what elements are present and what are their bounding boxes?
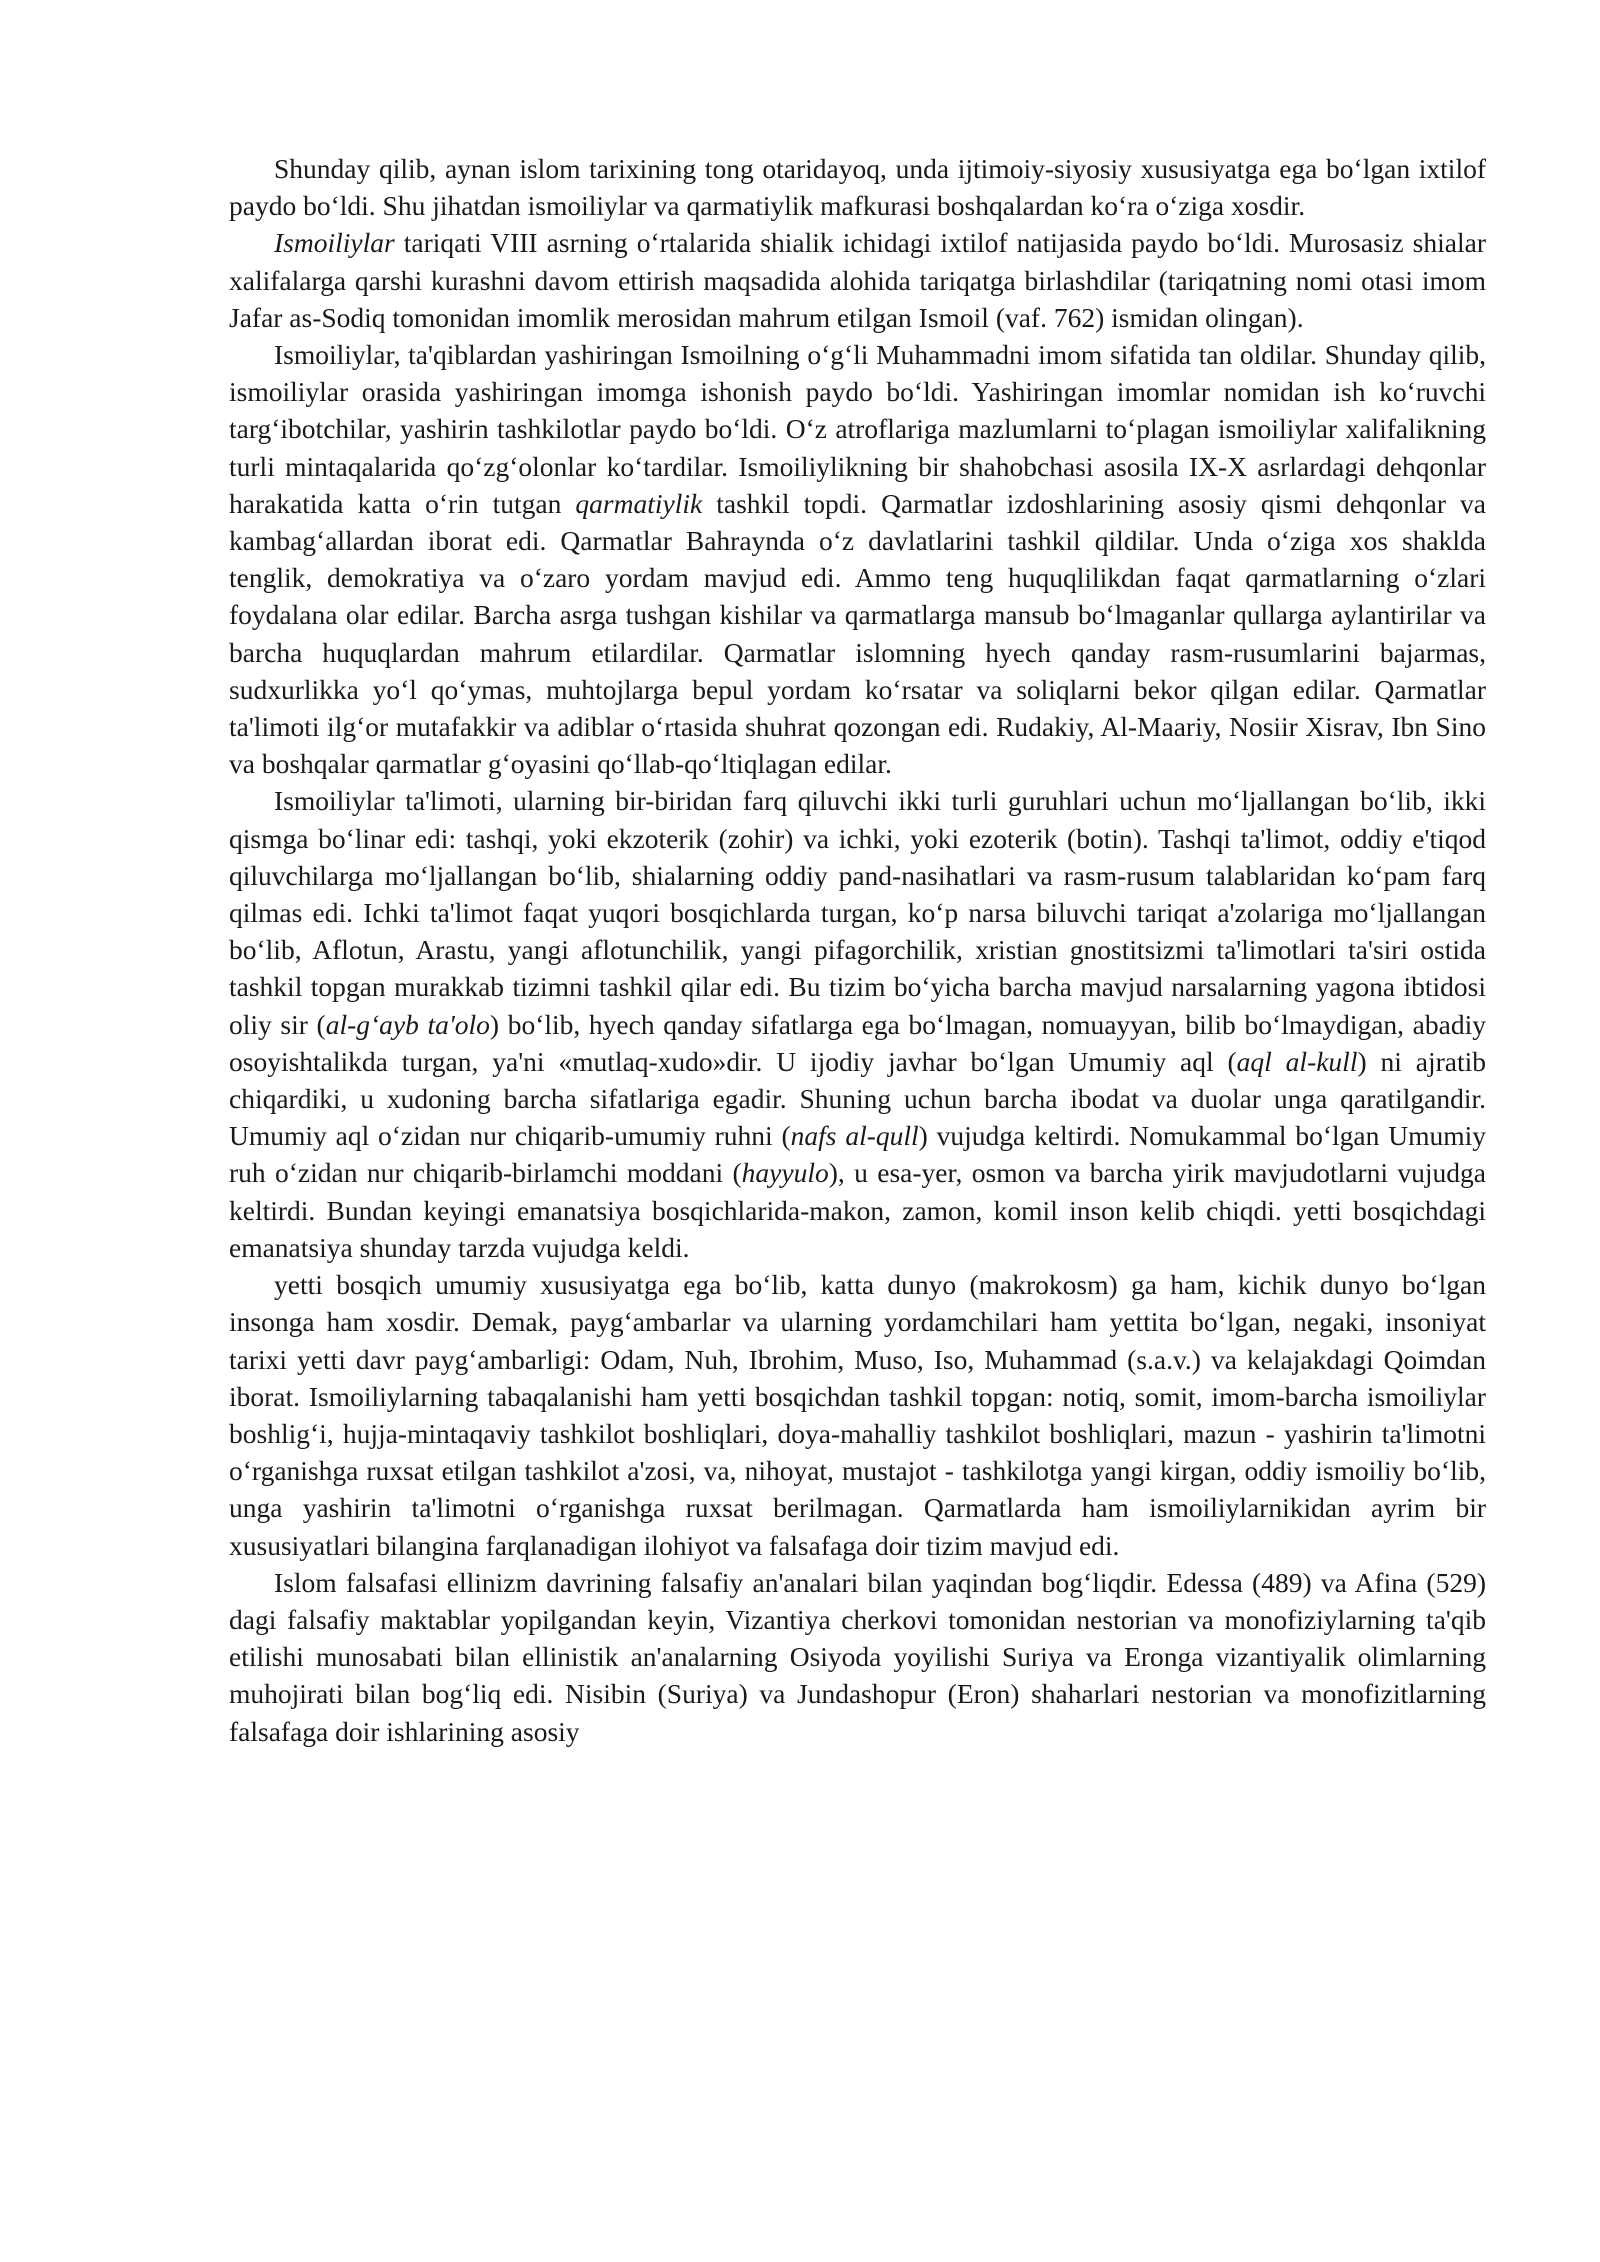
paragraph-text: tariqati VIII asrning o‘rtalarida shialik ichidagi ixtilof natijasida paydo bo‘ldi. Murosasiz shialar xalifalarga qarshi kurashni davom ettirish maqsadida alohida tariqatga birlashdilar (tariqatning nomi otasi imom Jafar as-Sodiq tomonidan imomlik merosidan mahrum etilgan Ismoil (vaf. 762) ismidan olingan). <box>229 227 1486 333</box>
paragraph-text: Ismoiliylar ta'limoti, ularning bir-biridan farq qiluvchi ikki turli guruhlari uchun mo‘ljallangan bo‘lib, ikki qismga bo‘linar edi: tashqi, yoki ekzoterik (zohir) va ichki, yoki ezoterik (botin). Tashqi ta'limot, oddiy e'tiqod qiluvchilarga mo‘ljallangan bo‘lib, shialarning oddiy pand-nasihatlari va rasm-rusum talablaridan ko‘pam farq qilmas edi. Ichki ta'limot faqat yuqori bosqichlarda turgan, ko‘p narsa biluvchi tariqat a'zolariga mo‘ljallangan bo‘lib, Aflotun, Arastu, yangi aflotunchilik, yangi pifagorchilik, xristian gnostitsizmi ta'limotlari ta'siri ostida tashkil topgan murakkab tizimni tashkil qilar edi. Bu tizim bo‘yicha barcha mavjud narsalarning yagona ibtidosi oliy sir ( <box>229 785 1486 1040</box>
italic-term: qarmatiylik <box>575 487 703 519</box>
paragraph <box>229 336 1486 782</box>
paragraph-text: yetti bosqich umumiy xususiyatga ega bo‘lib, katta dunyo (makrokosm) ga ham, kichik dunyo bo‘lgan insonga ham xosdir. Demak, payg‘ambarlar va ularning yordamchilari ham yettita bo‘lgan, negaki, insoniyat tarixi yetti davr payg‘ambarligi: Odam, Nuh, Ibrohim, Muso, Iso, Muhammad (s.a.v.) va kelajakdagi Qoimdan iborat. Ismoiliylarning tabaqalanishi ham yetti bosqichdan tashkil topgan: notiq, somit, imom-barcha ismoiliylar boshlig‘i, hujja-mintaqaviy tashkilot boshliqlari, doya-mahalliy tashkilot boshliqlari, mazun - yashirin ta'limotni o‘rganishga ruxsat etilgan tashkilot a'zosi, va, nihoyat, mustajot - tashkilotga yangi kirgan, oddiy ismoiliy bo‘lib, unga yashirin ta'limotni o‘rganishga ruxsat berilmagan. Qarmatlarda ham ismoiliylarnikidan ayrim bir xususiyatlari bilangina farqlanadigan ilohiyot va falsafaga doir tizim mavjud edi. <box>229 1269 1486 1561</box>
paragraph <box>229 1266 1486 1564</box>
paragraph <box>229 224 1486 336</box>
paragraph <box>229 782 1486 1266</box>
paragraph <box>229 1564 1486 1750</box>
paragraph-text: Islom falsafasi ellinizm davrining falsafiy an'analari bilan yaqindan bog‘liqdir. Edessa (489) va Afina (529) dagi falsafiy maktablar yopilgandan keyin, Vizantiya cherkovi tomonidan nestorian va monofiziylarning ta'qib etilishi munosabati bilan ellinistik an'analarning Osiyoda yoyilishi Suriya va Eronga vizantiyalik olimlarning muhojirati bilan bog‘liq edi. Nisibin (Suriya) va Jundashopur (Eron) shaharlari nestorian va monofizitlarning falsafaga doir ishlarining asosiy <box>229 1566 1486 1747</box>
italic-term: aql al-kull <box>1236 1045 1358 1077</box>
document-page <box>229 150 1486 1750</box>
paragraph-text: ), u esa-yer, osmon va barcha yirik mavjudotlarni vujudga keltirdi. Bundan keyingi emanatsiya bosqichlarida-makon, zamon, komil inson kelib chiqdi. yetti bosqichdagi emanatsiya shunday tarzda vujudga keldi. <box>229 1157 1486 1263</box>
paragraph-text: Shunday qilib, aynan islom tarixining tong otaridayoq, unda ijtimoiy-siyosiy xususiyatga ega bo‘lgan ixtilof paydo bo‘ldi. Shu jihatdan ismoiliylar va qarmatiylik mafkurasi boshqalardan ko‘ra o‘ziga xosdir. <box>229 153 1486 222</box>
paragraph <box>229 150 1486 224</box>
paragraph-text: tashkil topdi. Qarmatlar izdoshlarining asosiy qismi dehqonlar va kambag‘allardan iborat edi. Qarmatlar Bahraynda o‘z davlatlarini tashkil qildilar. Unda o‘ziga xos shaklda tenglik, demokratiya va o‘zaro yordam mavjud edi. Ammo teng huquqlilikdan faqat qarmatlarning o‘zlari foydalana olar edilar. Barcha asrga tushgan kishilar va qarmatlarga mansub bo‘lmaganlar qullarga aylantirilar va barcha huquqlardan mahrum etilardilar. Qarmatlar islomning hyech qanday rasm-rusumlarini bajarmas, sudxurlikka yo‘l qo‘ymas, muhtojlarga bepul yordam ko‘rsatar va soliqlarni bekor qilgan edilar. Qarmatlar ta'limoti ilg‘or mutafakkir va adiblar o‘rtasida shuhrat qozongan edi. Rudakiy, Al-Maariy, Nosiir Xisrav, Ibn Sino va boshqalar qarmatlar g‘oyasini qo‘llab-qo‘ltiqlagan edilar. <box>229 487 1486 780</box>
paragraph-text: ) ni ajratib chiqardiki, u xudoning barcha sifatlariga egadir. Shuning uchun barcha ibodat va duolar unga qaratilgandir. Umumiy aql o‘zidan nur chiqarib-umumiy ruhni ( <box>229 1045 1486 1152</box>
italic-term: hayyulo <box>741 1157 829 1189</box>
italic-term: nafs al-qull <box>790 1120 919 1152</box>
italic-term: al-g‘ayb ta'olo <box>325 1008 490 1040</box>
italic-term: Ismoiliylar <box>274 227 395 259</box>
paragraph-text: ) vujudga keltirdi. Nomukammal bo‘lgan Umumiy ruh o‘zidan nur chiqarib-birlamchi moddani ( <box>229 1120 1487 1189</box>
paragraph-text: Ismoiliylar, ta'qiblardan yashiringan Ismoilning o‘g‘li Muhammadni imom sifatida tan oldilar. Shunday qilib, ismoiliylar orasida yashiringan imomga ishonish paydo bo‘ldi. Yashiringan imomlar nomidan ish ko‘ruvchi targ‘ibotchilar, yashirin tashkilotlar paydo bo‘ldi. O‘z atroflariga mazlumlarni to‘plagan ismoiliylar xalifalikning turli mintaqalarida qo‘zg‘olonlar ko‘tardilar. Ismoiliylikning bir shahobchasi asosila IX-X asrlardagi dehqonlar harakatida katta o‘rin tutgan <box>229 339 1486 519</box>
paragraph-text: ) bo‘lib, hyech qanday sifatlarga ega bo‘lmagan, nomuayyan, bilib bo‘lmaydigan, abadiy osoyishtalikda turgan, ya'ni «mutlaq-xudo»dir. U ijodiy javhar bo‘lgan Umumiy aql ( <box>229 1008 1486 1077</box>
